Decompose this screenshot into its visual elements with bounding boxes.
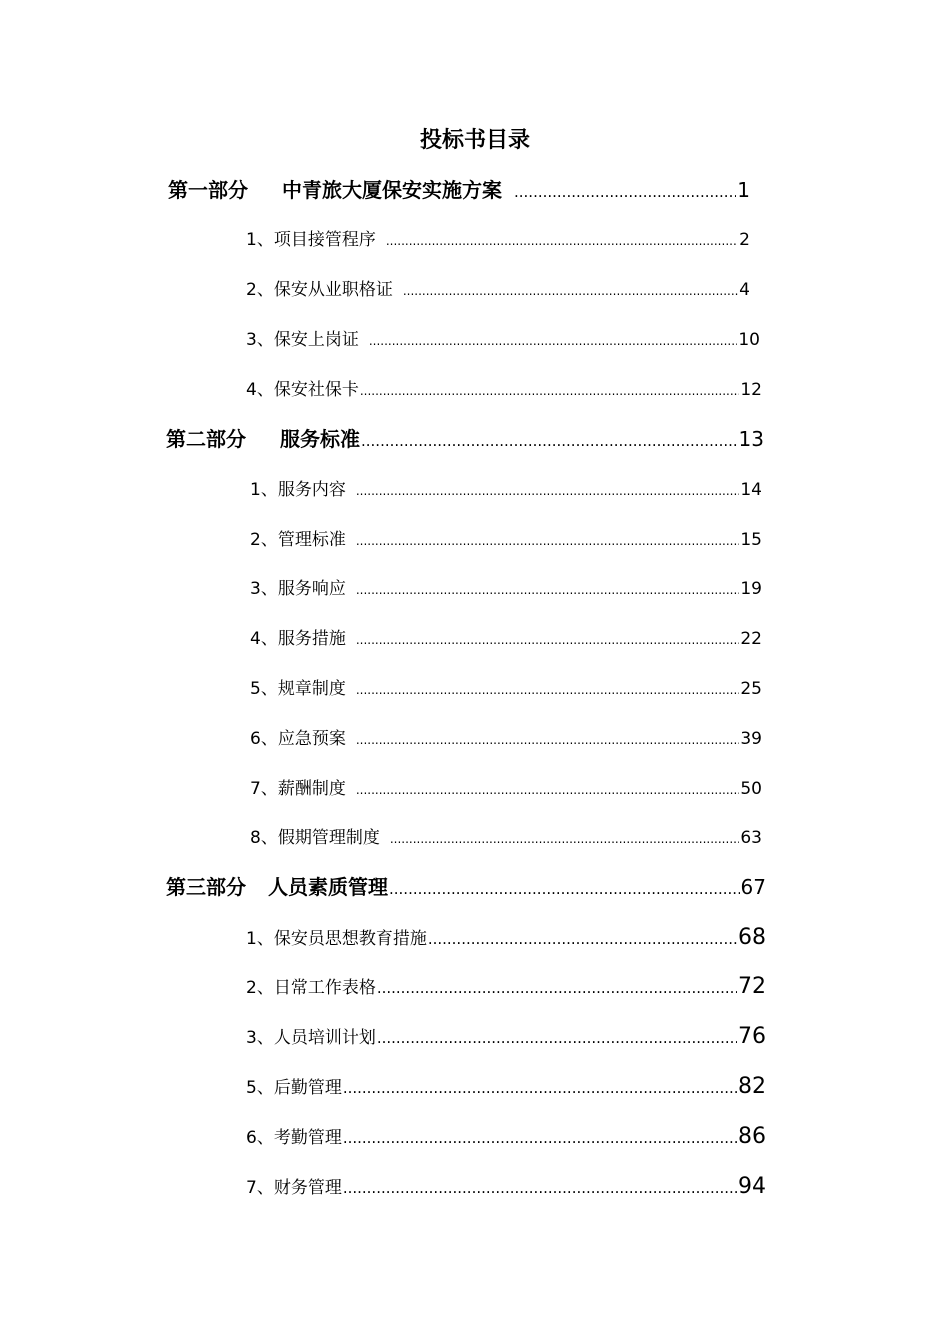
- toc-item-page-number: 10: [738, 330, 760, 350]
- toc-section-1[interactable]: [168, 175, 750, 207]
- toc-section-2[interactable]: [166, 424, 764, 456]
- toc-item-label: 1、服务内容: [250, 480, 346, 500]
- dot-leader: [369, 326, 738, 356]
- toc-item-page-number: 76: [738, 1024, 766, 1049]
- dot-leader: [428, 924, 737, 954]
- dot-leader: [360, 376, 740, 406]
- toc-item-page-number: 68: [738, 925, 766, 950]
- dot-leader: [403, 276, 738, 306]
- toc-item-2-1[interactable]: [250, 475, 762, 506]
- section-part-label: 第一部分 中青旅大厦保安实施方案: [168, 178, 502, 202]
- toc-item-label: 7、财务管理: [246, 1178, 342, 1198]
- toc-item-page-number: 25: [740, 679, 762, 699]
- section-page-number: 13: [738, 427, 764, 451]
- toc-item-page-number: 63: [740, 828, 762, 848]
- dot-leader: [343, 1173, 737, 1203]
- toc-item-2-8[interactable]: [250, 823, 762, 854]
- toc-item-page-number: 19: [740, 579, 762, 599]
- toc-item-2-6[interactable]: [250, 724, 762, 755]
- toc-item-label: 4、保安社保卡: [246, 380, 359, 400]
- toc-item-label: 1、保安员思想教育措施: [246, 929, 427, 949]
- toc-item-page-number: 4: [739, 280, 750, 300]
- toc-item-page-number: 82: [738, 1074, 766, 1099]
- toc-item-page-number: 94: [738, 1174, 766, 1199]
- toc-item-1-2[interactable]: [246, 275, 750, 306]
- dot-leader: [356, 526, 740, 556]
- dot-leader: [356, 625, 740, 655]
- dot-leader: [356, 675, 740, 705]
- toc-item-label: 2、日常工作表格: [246, 978, 376, 998]
- toc-item-label: 7、薪酬制度: [250, 779, 346, 799]
- toc-item-label: 5、后勤管理: [246, 1078, 342, 1098]
- toc-item-label: 6、考勤管理: [246, 1128, 342, 1148]
- toc-item-label: 8、假期管理制度: [250, 828, 380, 848]
- toc-item-page-number: 39: [740, 729, 762, 749]
- section-part-label: 第三部分 人员素质管理: [166, 875, 388, 899]
- toc-item-2-5[interactable]: [250, 674, 762, 705]
- toc-item-page-number: 15: [740, 530, 762, 550]
- section-part-label: 第二部分 服务标准: [166, 427, 360, 451]
- toc-item-label: 4、服务措施: [250, 629, 346, 649]
- dot-leader: [343, 1073, 737, 1103]
- toc-item-page-number: 22: [740, 629, 762, 649]
- toc-item-label: 6、应急预案: [250, 729, 346, 749]
- toc-item-2-4[interactable]: [250, 624, 762, 655]
- document-title: 投标书目录: [419, 128, 530, 153]
- toc-item-3-3[interactable]: [246, 1022, 766, 1053]
- toc-item-page-number: 2: [739, 230, 750, 250]
- toc-item-label: 5、规章制度: [250, 679, 346, 699]
- toc-item-label: 2、管理标准: [250, 530, 346, 550]
- dot-leader: [356, 725, 740, 755]
- toc-item-3-1[interactable]: [246, 923, 766, 954]
- dot-leader: [389, 874, 740, 904]
- toc-item-3-5[interactable]: [246, 1122, 766, 1153]
- toc-section-3[interactable]: [166, 872, 766, 904]
- dot-leader: [377, 973, 737, 1003]
- toc-item-page-number: 50: [740, 779, 762, 799]
- toc-item-2-3[interactable]: [250, 574, 762, 605]
- section-page-number: 67: [740, 875, 766, 899]
- section-page-number: 1: [737, 178, 750, 202]
- dot-leader: [390, 824, 740, 854]
- toc-item-1-1[interactable]: [246, 225, 750, 256]
- toc-item-label: 1、项目接管程序: [246, 230, 376, 250]
- toc-item-2-7[interactable]: [250, 774, 762, 805]
- dot-leader: [514, 177, 736, 207]
- toc-item-3-4[interactable]: [246, 1072, 766, 1103]
- toc-item-label: 3、人员培训计划: [246, 1028, 376, 1048]
- toc-item-page-number: 86: [738, 1124, 766, 1149]
- dot-leader: [343, 1123, 737, 1153]
- toc-item-label: 3、保安上岗证: [246, 330, 359, 350]
- toc-item-3-2[interactable]: [246, 972, 766, 1003]
- dot-leader: [386, 226, 738, 256]
- toc-item-page-number: 12: [740, 380, 762, 400]
- toc-item-label: 2、保安从业职格证: [246, 280, 393, 300]
- dot-leader: [356, 575, 740, 605]
- dot-leader: [361, 426, 738, 456]
- toc-item-1-3[interactable]: [246, 325, 760, 356]
- toc-item-3-6[interactable]: [246, 1172, 766, 1203]
- toc-item-page-number: 14: [740, 480, 762, 500]
- toc-item-page-number: 72: [738, 974, 766, 999]
- toc-item-2-2[interactable]: [250, 525, 762, 556]
- dot-leader: [377, 1023, 737, 1053]
- toc-item-1-4[interactable]: [246, 375, 762, 406]
- dot-leader: [356, 775, 740, 805]
- toc-item-label: 3、服务响应: [250, 579, 346, 599]
- dot-leader: [356, 476, 740, 506]
